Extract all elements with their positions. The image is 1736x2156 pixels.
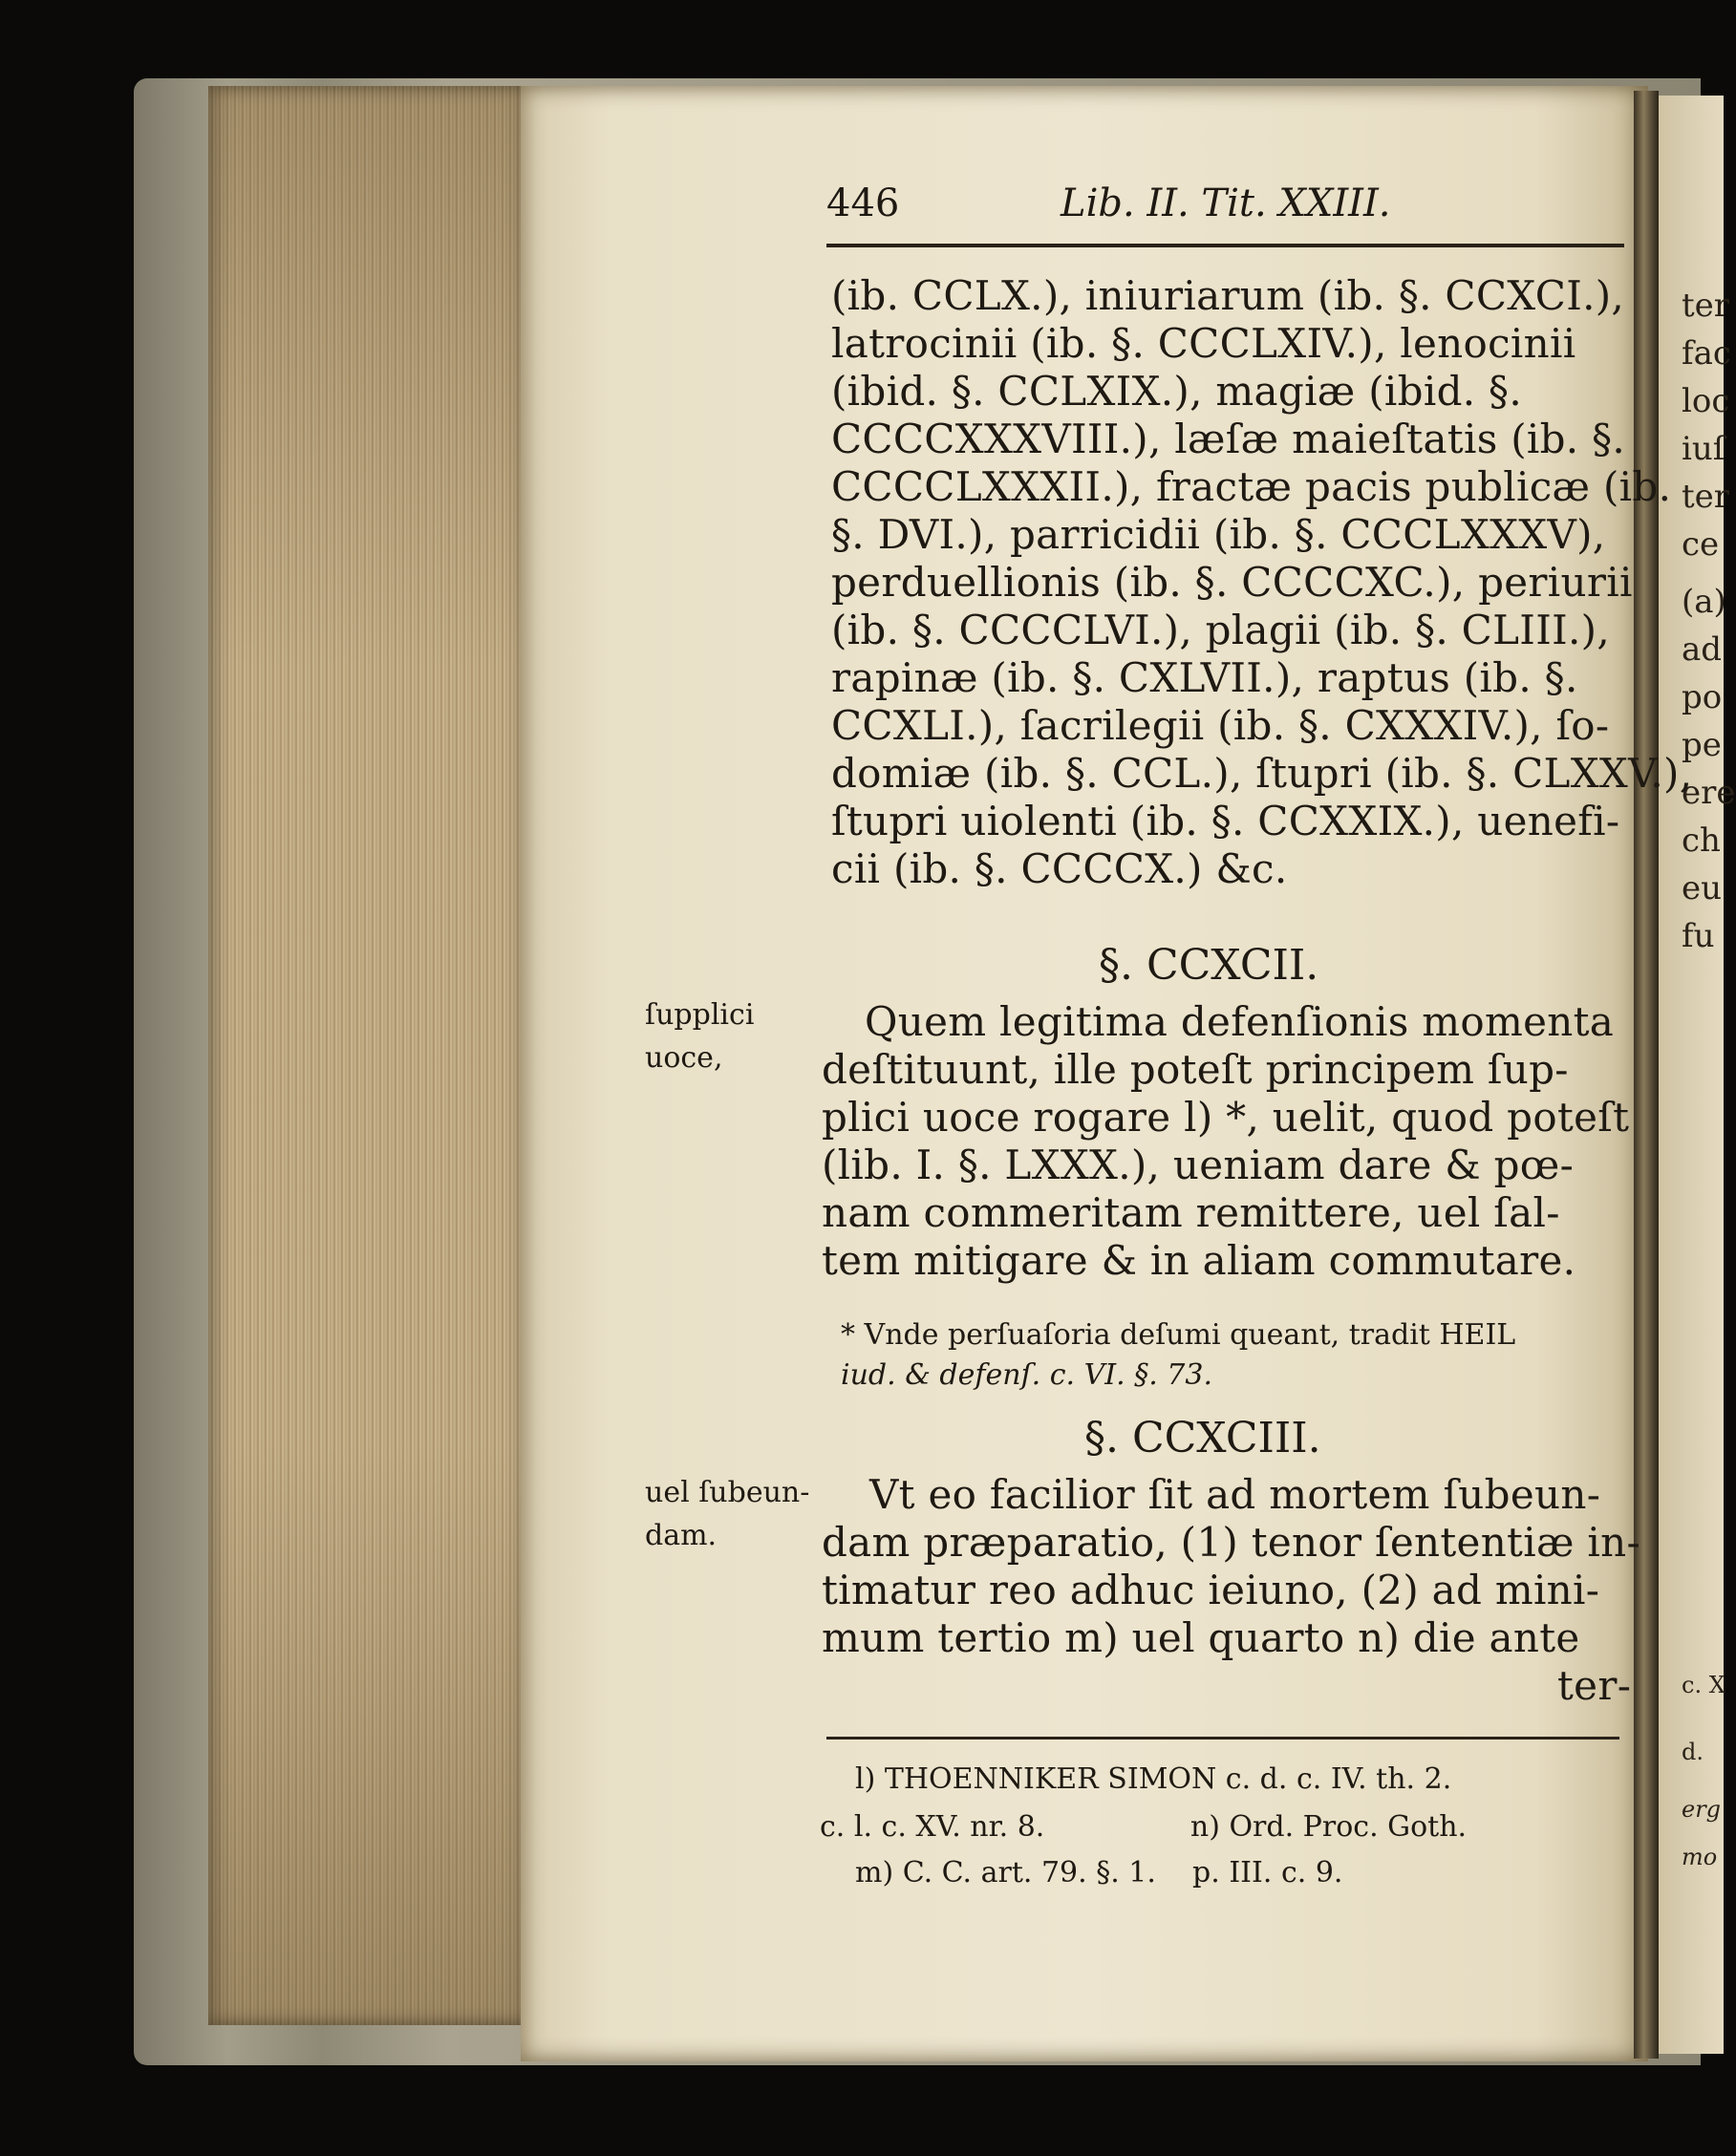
next-page-text: eu xyxy=(1682,869,1723,907)
book-gutter xyxy=(1634,91,1659,2059)
next-page-text: loc xyxy=(1682,382,1730,420)
next-page-text: fu xyxy=(1682,917,1715,955)
body-line: perduellionis (ib. §. CCCCXC.), periurii xyxy=(831,559,1633,606)
section-heading: §. CCXCIII. xyxy=(1084,1414,1321,1462)
next-page-text: c. X xyxy=(1682,1672,1725,1698)
body-line: ſtupri uiolenti (ib. §. CCXXIX.), uenefi- xyxy=(831,798,1620,844)
body-line: ter- xyxy=(1557,1662,1632,1709)
body-line: Vt eo facilior ſit ad mortem ſubeun- xyxy=(869,1471,1601,1518)
margin-note: uoce, xyxy=(645,1041,723,1075)
body-line: domiæ (ib. §. CCL.), ſtupri (ib. §. CLXXV.), xyxy=(831,750,1693,797)
body-line: CCCCLXXXII.), fractæ pacis publicæ (ib. xyxy=(831,463,1672,510)
running-title: Lib. II. Tit. XXIII. xyxy=(1061,181,1391,225)
page-number: 446 xyxy=(826,181,900,225)
footnote-line: c. l. c. XV. nr. 8. n) Ord. Proc. Goth. xyxy=(820,1810,1468,1844)
body-line: timatur reo adhuc ieiuno, (2) ad mini- xyxy=(822,1567,1600,1613)
header-rule xyxy=(826,244,1624,247)
body-line: CCCCXXXVIII.), læſæ maieſtatis (ib. §. xyxy=(831,416,1626,462)
footnote-line: m) C. C. art. 79. §. 1. p. III. c. 9. xyxy=(855,1856,1343,1889)
next-page-text: ere xyxy=(1682,774,1736,812)
next-page-text: po xyxy=(1682,678,1723,716)
next-page-text: d. xyxy=(1682,1739,1704,1765)
body-line: (ib. §. CCCCLVI.), plagii (ib. §. CLIII.), xyxy=(831,607,1610,653)
footnote-rule xyxy=(826,1737,1619,1740)
margin-note: ſupplici xyxy=(645,998,755,1032)
body-line: nam commeritam remittere, uel ſal- xyxy=(822,1189,1560,1236)
next-page-text: erg xyxy=(1682,1796,1722,1823)
body-line: (ibid. §. CCLXIX.), magiæ (ibid. §. xyxy=(831,368,1523,415)
next-page-fragment xyxy=(1659,96,1736,2054)
next-page-text: (a) xyxy=(1682,583,1726,621)
margin-note: dam. xyxy=(645,1519,718,1552)
section-heading: §. CCXCII. xyxy=(1099,941,1319,990)
body-line: mum tertio m) uel quarto n) die ante xyxy=(822,1614,1580,1661)
body-line: latrocinii (ib. §. CCCLXIV.), lenocinii xyxy=(831,320,1576,367)
body-line: (ib. CCLX.), iniuriarum (ib. §. CCXCI.), xyxy=(831,272,1625,319)
next-page-text: iuſ xyxy=(1682,430,1725,468)
footnote-line: l) THOENNIKER SIMON c. d. c. IV. th. 2. xyxy=(855,1762,1452,1796)
note-line: * Vnde perſuaſoria deſumi queant, tradit HEIL xyxy=(841,1318,1516,1352)
next-page-text: fac xyxy=(1682,334,1731,373)
body-line: tem mitigare & in aliam commutare. xyxy=(822,1237,1576,1284)
body-line: §. DVI.), parricidii (ib. §. CCCLXXXV), xyxy=(831,511,1606,558)
next-page-text: ad xyxy=(1682,630,1723,669)
body-line: deſtituunt, ille poteſt principem ſup- xyxy=(822,1046,1569,1093)
next-page-text: mo xyxy=(1682,1844,1718,1870)
page-edges xyxy=(208,86,533,2025)
margin-note: uel ſubeun- xyxy=(645,1476,810,1509)
next-page-text: ce xyxy=(1682,525,1720,564)
note-line: iud. & defenſ. c. VI. §. 73. xyxy=(841,1358,1212,1392)
body-line: rapinæ (ib. §. CXLVII.), raptus (ib. §. xyxy=(831,654,1578,701)
body-line: plici uoce rogare l) *, uelit, quod poteſt xyxy=(822,1094,1630,1141)
body-line: dam præparatio, (1) tenor ſententiæ in- xyxy=(822,1519,1640,1566)
next-page-text: ter xyxy=(1682,478,1730,516)
next-page-text: ch xyxy=(1682,822,1721,860)
next-page-text: pe xyxy=(1682,726,1722,764)
body-line: (lib. I. §. LXXX.), ueniam dare & pœ- xyxy=(822,1142,1575,1188)
body-line: Quem legitima defenſionis momenta xyxy=(865,998,1615,1045)
body-line: CCXLI.), ſacrilegii (ib. §. CXXXIV.), ſo- xyxy=(831,702,1610,749)
next-page-text: ter xyxy=(1682,287,1730,325)
body-line: cii (ib. §. CCCCX.) &c. xyxy=(831,845,1288,892)
